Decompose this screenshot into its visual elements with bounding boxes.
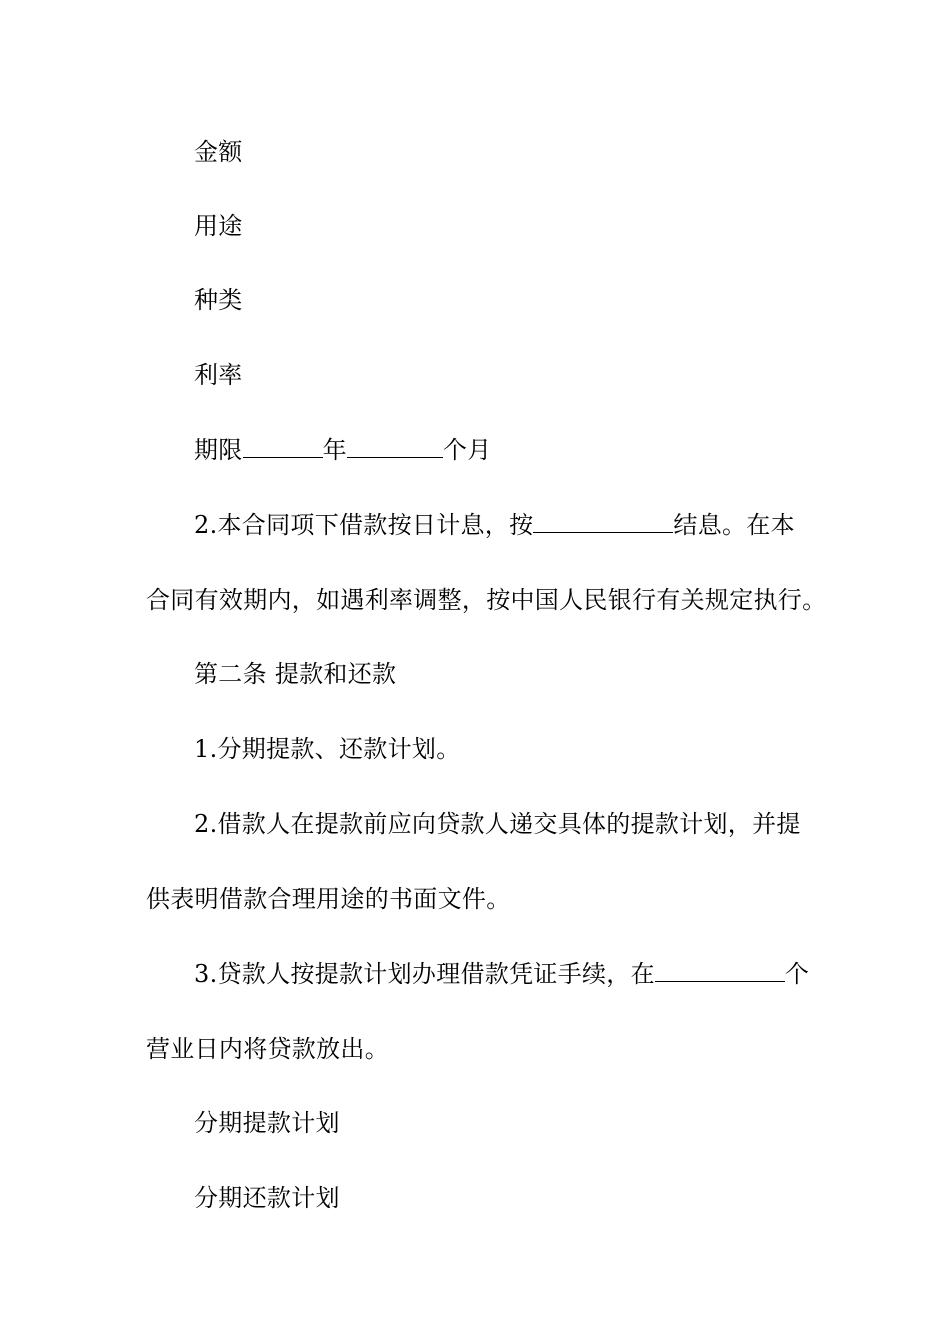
clause-3-line2: 营业日内将贷款放出。: [146, 1035, 389, 1063]
clause-2-line1: 2.借款人在提款前应向贷款人递交具体的提款计划，并提: [194, 810, 801, 838]
term-months-label: 个月: [442, 436, 492, 464]
term-label: 期限: [194, 436, 243, 464]
field-rate: 利率: [194, 361, 243, 389]
term-months-blank: [347, 437, 443, 458]
drawdown-schedule-heading: 分期提款计划: [194, 1109, 340, 1137]
settlement-blank: [533, 512, 673, 533]
clause-1: 1.分期提款、还款计划。: [194, 735, 461, 763]
field-type: 种类: [194, 286, 243, 314]
term-years-label: 年: [322, 436, 347, 464]
field-term: [146, 435, 854, 465]
field-purpose: 用途: [194, 212, 243, 240]
business-days-blank: [655, 961, 785, 982]
clause-3-line1: 3.贷款人按提款计划办理借款凭证手续，在 个: [194, 960, 810, 988]
term-years-blank: [243, 437, 323, 458]
repayment-schedule-heading: 分期还款计划: [194, 1184, 340, 1212]
clause-2-line2: 供表明借款合理用途的书面文件。: [146, 885, 511, 913]
field-amount: 金额: [194, 138, 243, 166]
clause-interest-line2: 合同有效期内，如遇利率调整，按中国人民银行有关规定执行。: [146, 586, 827, 614]
clause-interest-line1: 2.本合同项下借款按日计息，按 结息。在本: [194, 511, 795, 539]
section-heading: 第二条 提款和还款: [194, 660, 397, 688]
